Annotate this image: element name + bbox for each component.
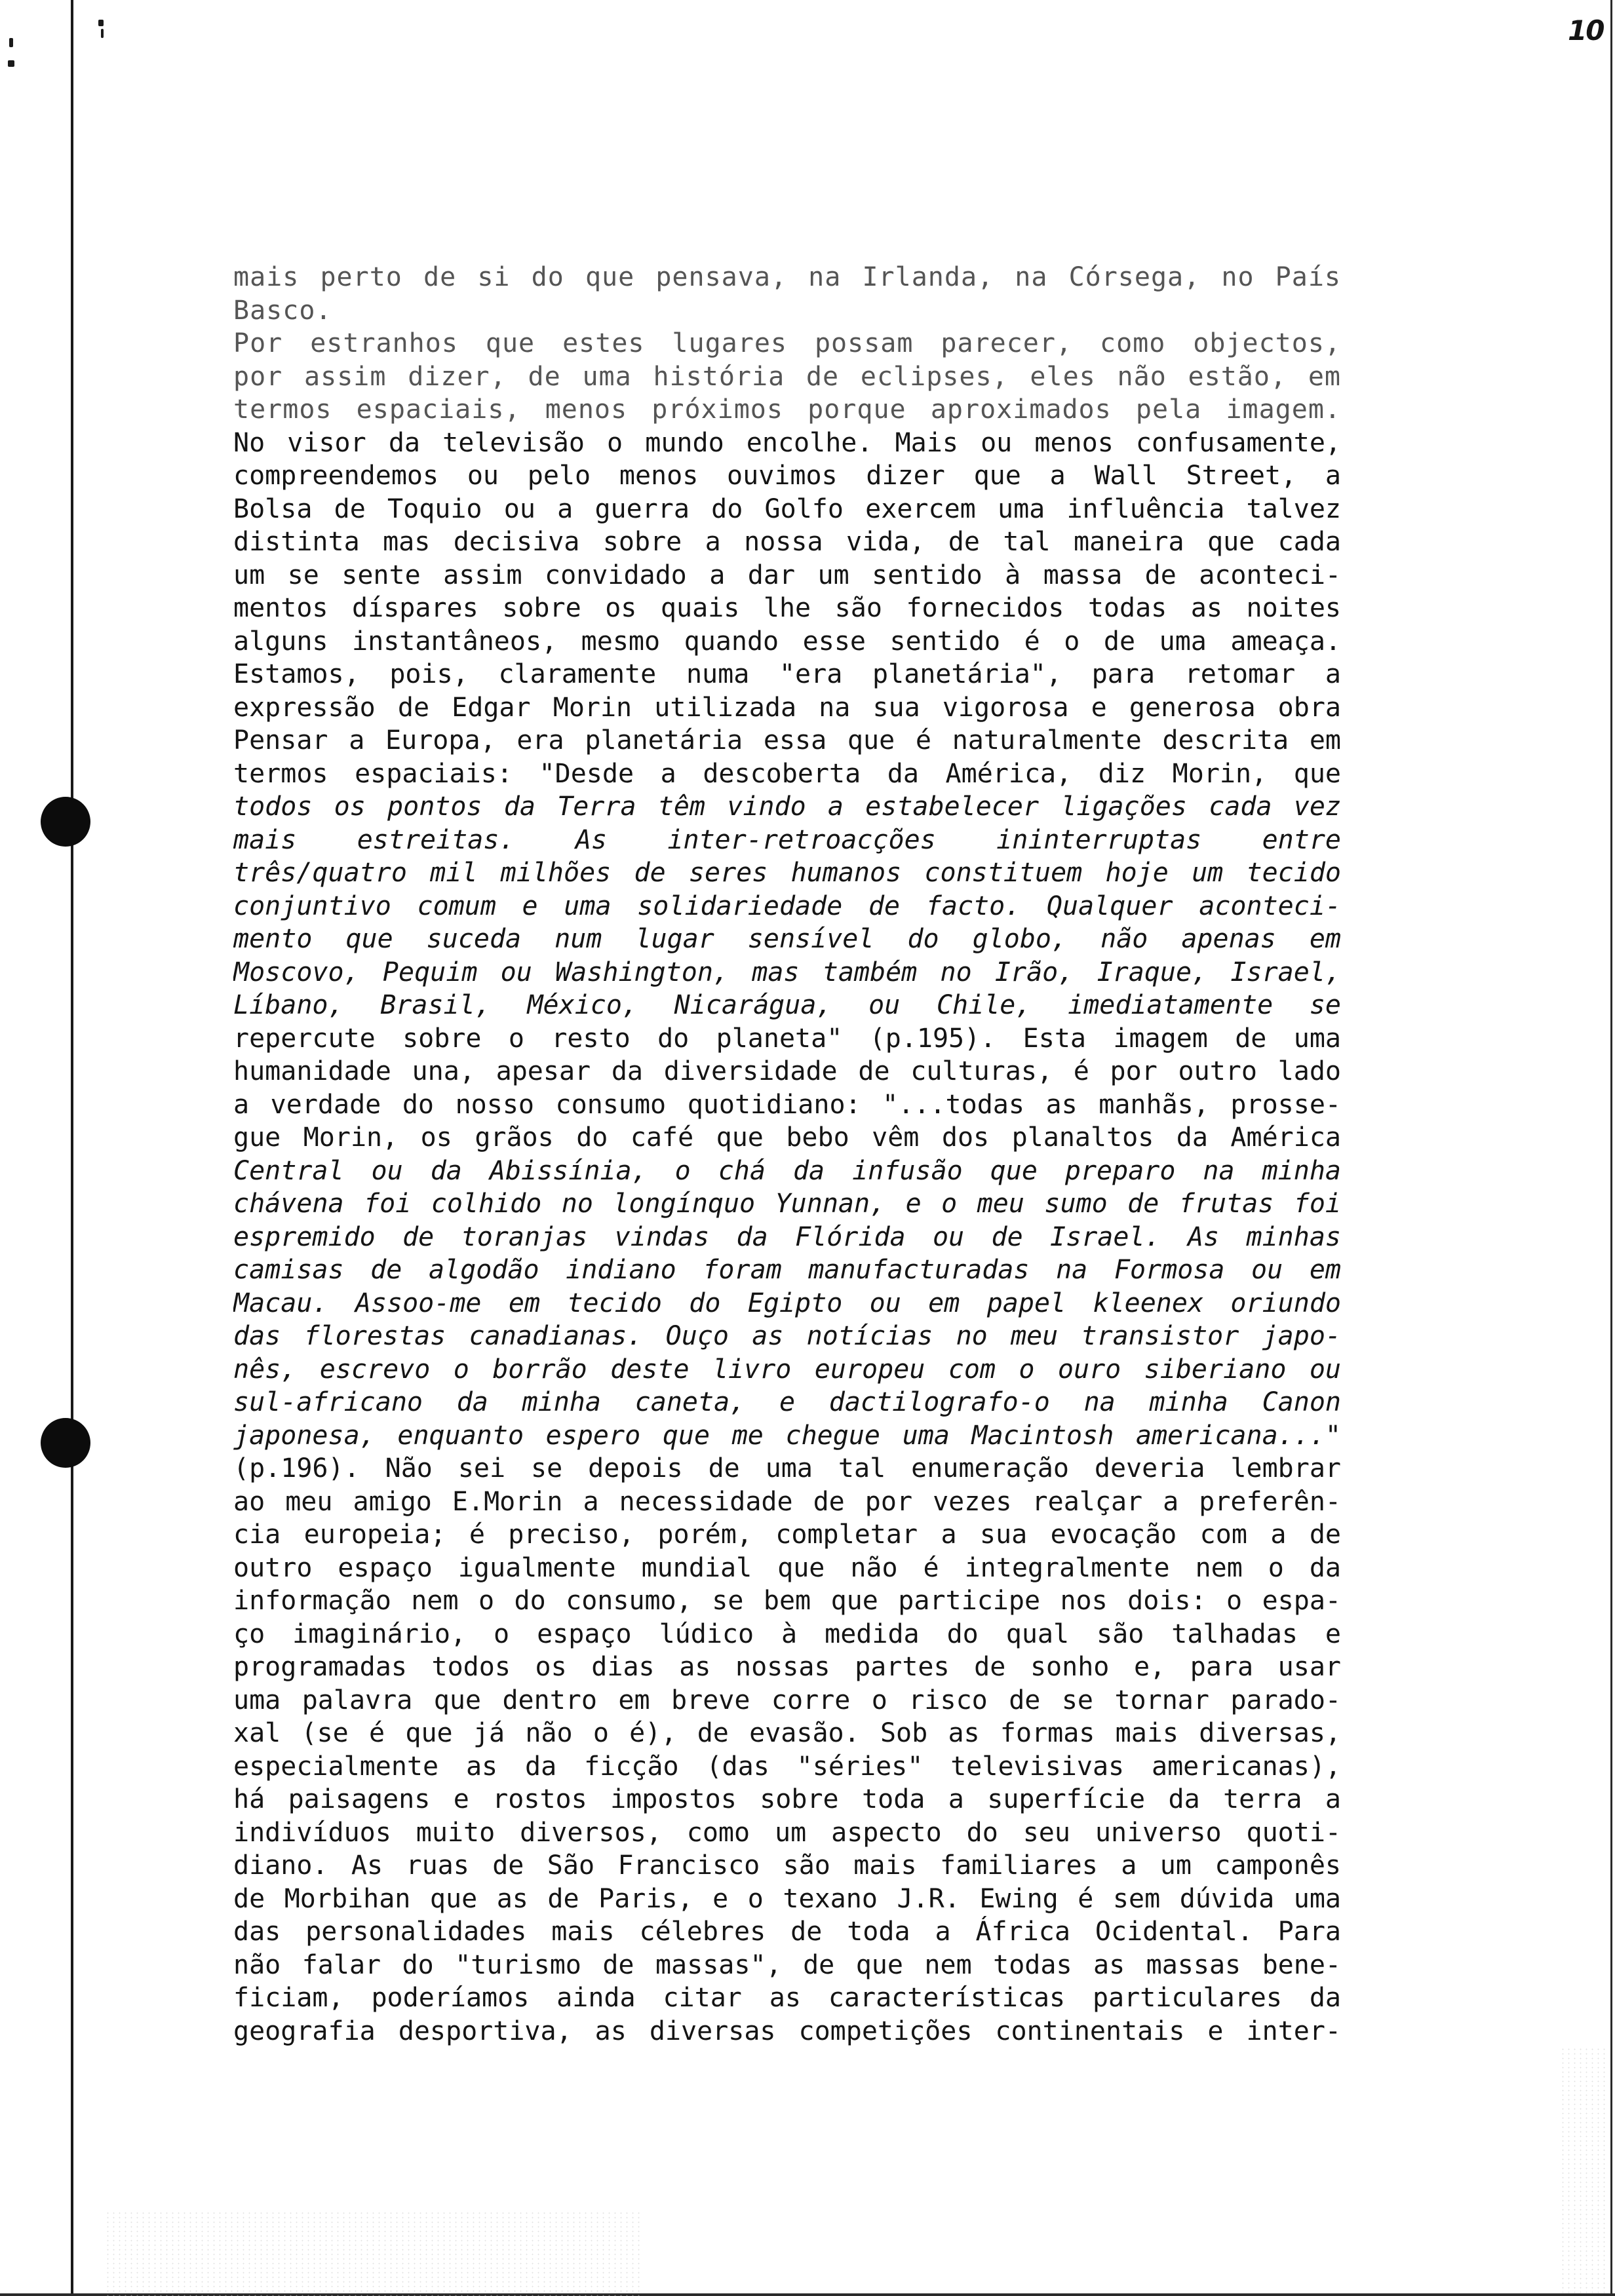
- text-line: mentos díspares sobre os quais lhe são fornecidos todas as noites: [233, 593, 1341, 623]
- text-line: expressão de Edgar Morin utilizada na sua vigorosa e generosa obra: [233, 692, 1341, 723]
- punch-hole-upper: [41, 797, 90, 847]
- text-line: ficiam, poderíamos ainda citar as características particulares da: [233, 1983, 1341, 2013]
- text-line: camisas de algodão indiano foram manufacturadas na Formosa ou em: [233, 1255, 1341, 1285]
- right-page-edge: [1610, 0, 1612, 2296]
- text-line: indivíduos muito diversos, como um aspecto do seu universo quoti-: [233, 1817, 1341, 1848]
- text-line: mais estreitas. As inter-retroacções ininterruptas entre: [233, 824, 1341, 855]
- text-line: geografia desportiva, as diversas competições continentais e inter-: [233, 2016, 1341, 2046]
- text-line: compreendemos ou pelo menos ouvimos dizer que a Wall Street, a: [233, 461, 1341, 491]
- text-line: distinta mas decisiva sobre a nossa vida, de tal maneira que cada: [233, 527, 1341, 557]
- margin-mark-top: [9, 38, 13, 47]
- text-line: outro espaço igualmente mundial que não é integralmente nem o da: [233, 1552, 1341, 1583]
- text-line: termos espaciais: "Desde a descoberta da América, diz Morin, que: [233, 758, 1341, 789]
- text-line: há paisagens e rostos impostos sobre toda a superfície da terra a: [233, 1784, 1341, 1814]
- text-line: a verdade do nosso consumo quotidiano: "...todas as manhãs, prosse-: [233, 1089, 1341, 1120]
- text-line: ço imaginário, o espaço lúdico à medida do qual são talhadas e: [233, 1618, 1341, 1649]
- text-line: Basco.: [233, 295, 332, 326]
- left-margin-rule: [71, 0, 73, 2296]
- text-line: Macau. Assoo-me em tecido do Egipto ou em papel kleenex oriundo: [233, 1288, 1341, 1318]
- text-line: xal (se é que já não o é), de evasão. Sob as formas mais diversas,: [233, 1718, 1341, 1748]
- text-line: repercute sobre o resto do planeta" (p.195). Esta imagem de uma: [233, 1023, 1341, 1054]
- text-line: especialmente as da ficção (das "séries" televisivas americanas),: [233, 1751, 1341, 1782]
- text-line: mento que suceda num lugar sensível do globo, não apenas em: [233, 924, 1341, 954]
- text-line: por assim dizer, de uma história de eclipses, eles não estão, em: [233, 361, 1341, 392]
- text-line: das personalidades mais célebres de toda a África Ocidental. Para: [233, 1917, 1341, 1947]
- text-line: Estamos, pois, claramente numa "era planetária", para retomar a: [233, 659, 1341, 689]
- text-line: gue Morin, os grãos do café que bebo vêm dos planaltos da América: [233, 1122, 1341, 1153]
- text-line: Por estranhos que estes lugares possam parecer, como objectos,: [233, 328, 1341, 358]
- text-line: japonesa, enquanto espero que me chegue uma Macintosh americana...": [233, 1420, 1341, 1451]
- text-line: informação nem o do consumo, se bem que participe nos dois: o espa-: [233, 1586, 1341, 1616]
- text-line: diano. As ruas de São Francisco são mais familiares a um camponês: [233, 1850, 1341, 1881]
- text-line: das florestas canadianas. Ouço as notícias no meu transistor japo-: [233, 1321, 1341, 1351]
- margin-mark-top-dot: [8, 60, 14, 67]
- text-line: uma palavra que dentro em breve corre o risco de se tornar parado-: [233, 1685, 1341, 1715]
- text-line: espremido de toranjas vindas da Flórida ou de Israel. As minhas: [233, 1221, 1341, 1252]
- text-line: não falar do "turismo de massas", de que nem todas as massas bene-: [233, 1949, 1341, 1980]
- margin-mark-mid-tail: [101, 29, 104, 38]
- text-line: humanidade una, apesar da diversidade de culturas, é por outro lado: [233, 1056, 1341, 1086]
- text-line: Líbano, Brasil, México, Nicarágua, ou Chile, imediatamente se: [233, 990, 1341, 1020]
- text-line: Bolsa de Toquio ou a guerra do Golfo exercem uma influência talvez: [233, 493, 1341, 524]
- text-line: alguns instantâneos, mesmo quando esse sentido é o de uma ameaça.: [233, 626, 1341, 657]
- text-line: de Morbihan que as de Paris, e o texano J.R. Ewing é sem dúvida uma: [233, 1883, 1341, 1914]
- text-line: conjuntivo comum e uma solidariedade de facto. Qualquer aconteci-: [233, 890, 1341, 921]
- text-line: termos espaciais, menos próximos porque aproximados pela imagem.: [233, 394, 1341, 425]
- text-line: mais perto de si do que pensava, na Irlanda, na Córsega, no País: [233, 262, 1341, 292]
- margin-mark-mid: [98, 20, 104, 26]
- text-line: todos os pontos da Terra têm vindo a estabelecer ligações cada vez: [233, 792, 1341, 822]
- text-line: No visor da televisão o mundo encolhe. Mais ou menos confusamente,: [233, 427, 1341, 458]
- text-line: cia europeia; é preciso, porém, completar a sua evocação com a de: [233, 1520, 1341, 1550]
- text-line: Central ou da Abissínia, o chá da infusão que preparo na minha: [233, 1155, 1341, 1186]
- text-line: programadas todos os dias as nossas partes de sonho e, para usar: [233, 1652, 1341, 1682]
- text-line: (p.196). Não sei se depois de uma tal enumeração deveria lembrar: [233, 1453, 1341, 1483]
- scan-noise-bottom-right: [1560, 2047, 1606, 2296]
- text-line: ao meu amigo E.Morin a necessidade de por vezes realçar a preferên-: [233, 1486, 1341, 1517]
- punch-hole-lower: [41, 1418, 90, 1468]
- page-number: 10: [1568, 14, 1604, 47]
- text-line: Moscovo, Pequim ou Washington, mas também no Irão, Iraque, Israel,: [233, 957, 1341, 987]
- text-line: chávena foi colhido no longínquo Yunnan, e o meu sumo de frutas foi: [233, 1189, 1341, 1219]
- text-line: Pensar a Europa, era planetária essa que é naturalmente descrita em: [233, 725, 1341, 756]
- text-line: nês, escrevo o borrão deste livro europeu com o ouro siberiano ou: [233, 1354, 1341, 1385]
- document-text-body: [233, 261, 1341, 2048]
- text-line: três/quatro mil milhões de seres humanos constituem hoje um tecido: [233, 858, 1341, 888]
- text-line: sul-africano da minha caneta, e dactilografo-o na minha Canon: [233, 1387, 1341, 1417]
- text-line: um se sente assim convidado a dar um sentido à massa de aconteci-: [233, 560, 1341, 590]
- scan-noise-bottom: [105, 2211, 642, 2296]
